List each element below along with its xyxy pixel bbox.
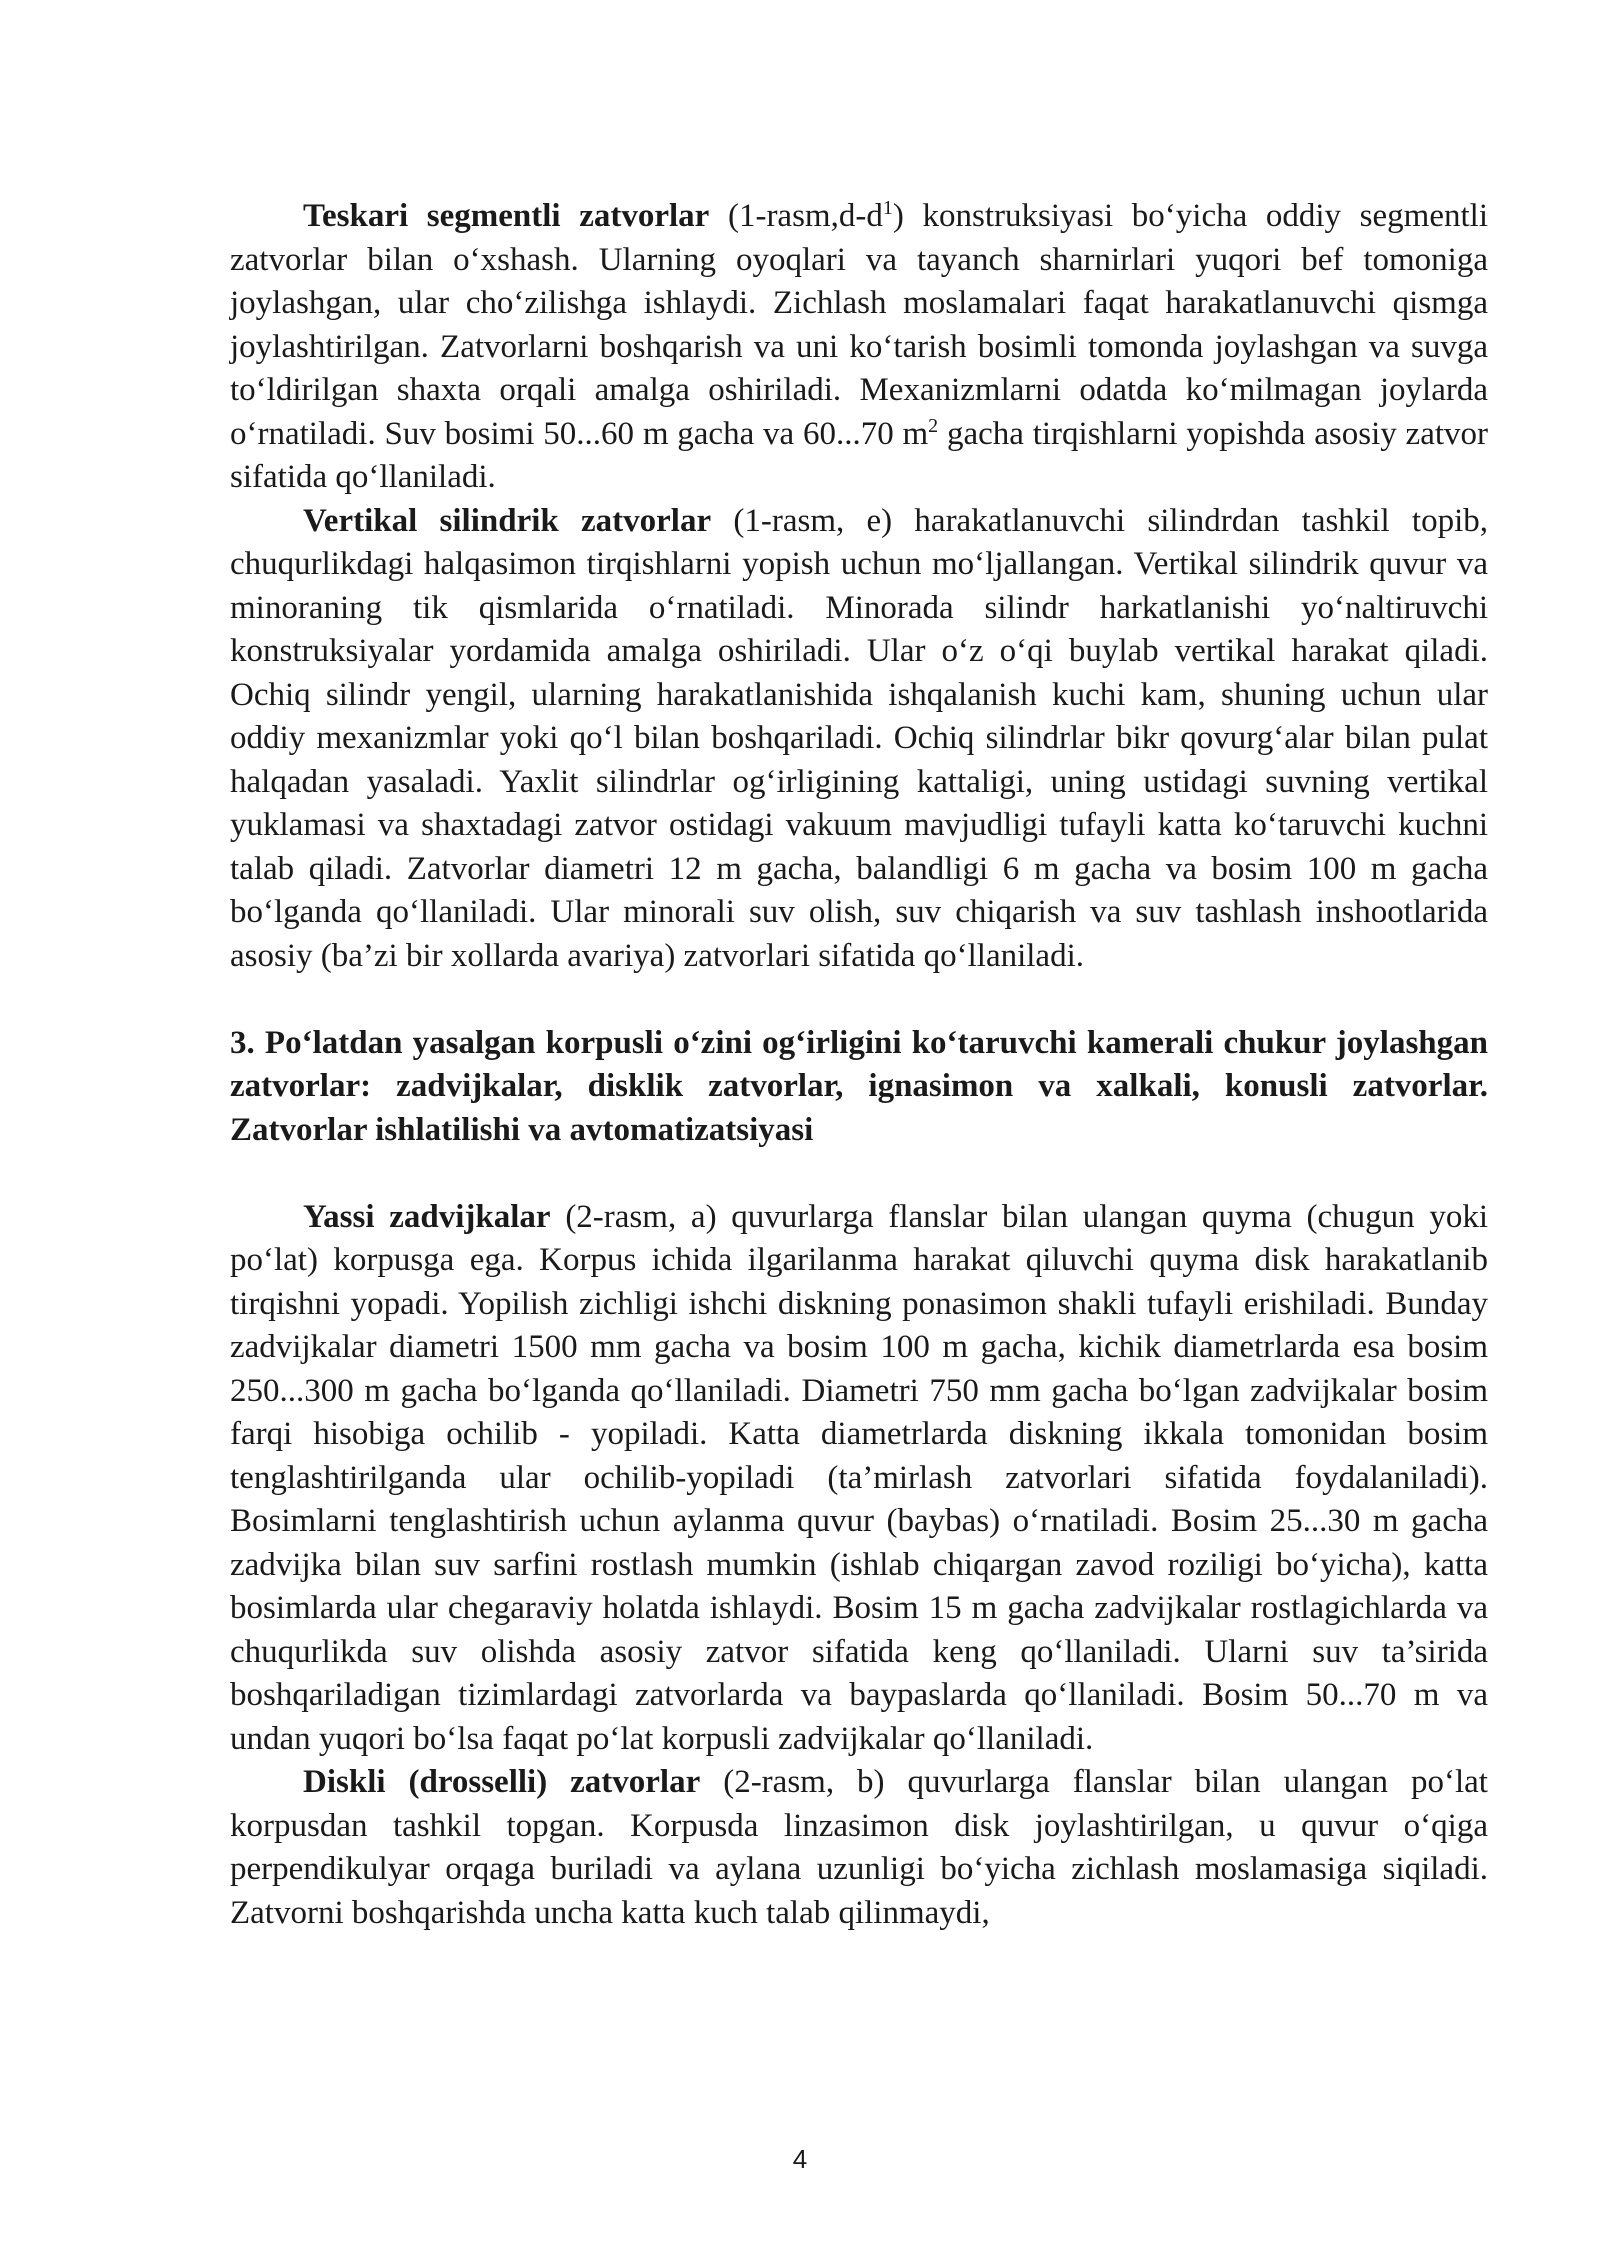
spacer: [230, 978, 1488, 1022]
section-heading: 3. Po‘latdan yasalgan korpusli o‘zini og‘irligini ko‘taruvchi kamerali chukur joylashgan zatvorlar: zadvijkalar, disklik zatvorlar, ignasimon va xalkali, konusli zatvorlar. Zatvorlar ishlatilishi va avtomatizatsiyasi: [230, 1024, 1488, 1148]
superscript: 2: [928, 414, 939, 437]
page-number: 4: [792, 2144, 808, 2174]
document-page: [230, 195, 1488, 1935]
paragraph-teskari-segmentli: [230, 195, 1488, 500]
paragraph-text: (2-rasm, a) quvurlarga flanslar bilan ulangan quyma (chugun yoki po‘lat) korpusga ega. Korpus ichida ilgarilanma harakat qiluvchi quyma disk harakatlanib tirqishni yopadi. Yopilish zichligi ishchi diskning ponasimon shakli tufayli erishiladi. Bunday zadvijkalar diametri 1500 mm gacha va bosim 100 m gacha, kichik diametrlarda esa bosim 250...300 m gacha bo‘lganda qo‘llaniladi. Diametri 750 mm gacha bo‘lgan zadvijkalar bosim farqi hisobiga ochilib - yopiladi. Katta diametrlarda diskning ikkala tomonidan bosim tenglashtirilganda ular ochilib-yopiladi (ta’mirlash zatvorlari sifatida foydalaniladi). Bosimlarni tenglashtirish uchun aylanma quvur (baybas) o‘rnatiladi. Bosim 25...30 m gacha zadvijka bilan suv sarfini rostlash mumkin (ishlab chiqargan zavod roziligi bo‘yicha), katta bosimlarda ular chegaraviy holatda ishlaydi. Bosim 15 m gacha zadvijkalar rostlagichlarda va chuqurlikda suv olishda asosiy zatvor sifatida keng qo‘llaniladi. Ularni suv ta’sirida boshqariladigan tizimlardagi zatvorlarda va baypaslarda qo‘llaniladi. Bosim 50...70 m va undan yuqori bo‘lsa faqat po‘lat korpusli zadvijkalar qo‘llaniladi.: [230, 1198, 1489, 1757]
spacer: [230, 1152, 1488, 1196]
paragraph-text: (2-rasm, b) quvurlarga flanslar bilan ulangan po‘lat korpusdan tashkil topgan. Korpusda linzasimon disk joylashtirilgan, u quvur o‘qiga perpendikulyar orqaga buriladi va aylana uzunligi bo‘yicha zichlash moslamasiga siqiladi. Zatvorni boshqarishda uncha katta kuch talab qilinmaydi,: [230, 1764, 1488, 1931]
term-vertikal-silindrik: Vertikal silindrik zatvorlar: [303, 502, 712, 539]
term-diskli-zatvorlar: Diskli (drosselli) zatvorlar: [303, 1764, 701, 1800]
paragraph-text: (1-rasm,d-d: [709, 198, 883, 234]
paragraph-text: gacha tirqishlarni yopishda asosiy zatvor sifatida qo‘llaniladi.: [230, 415, 1488, 495]
paragraph-yassi-zadvijkalar: [230, 1196, 1488, 1762]
term-yassi-zadvijkalar: Yassi zadvijkalar: [303, 1198, 551, 1235]
term-teskari-segmentli: Teskari segmentli zatvorlar: [303, 198, 710, 234]
paragraph-text: ) konstruksiyasi bo‘yicha oddiy segmentli zatvorlar bilan o‘xshash. Ularning oyoqlari va tayanch sharnirlari yuqori bef tomoniga joylashgan, ular cho‘zilishga ishlaydi. Zichlash moslamalari faqat harakatlanuvchi qismga joylashtirilgan. Zatvorlarni boshqarish va uni ko‘tarish bosimli tomonda joylashgan va suvga to‘ldirilgan shaxta orqali amalga oshiriladi. Mexanizmlarni odatda ko‘milmagan joylarda o‘rnatiladi. Suv bosimi 50...60 m gacha va 60...70 m: [230, 198, 1488, 452]
paragraph-diskli-zatvorlar: [230, 1761, 1488, 1935]
paragraph-text: (1-rasm, e) harakatlanuvchi silindrdan tashkil topib, chuqurlikdagi halqasimon tirqishlarni yopish uchun mo‘ljallangan. Vertikal silindrik quvur va minoraning tik qismlarida o‘rnatiladi. Minorada silindr harkatlanishi yo‘naltiruvchi konstruksiyalar yordamida amalga oshiriladi. Ular o‘z o‘qi buylab vertikal harakat qiladi. Ochiq silindr yengil, ularning harakatlanishida ishqalanish kuchi kam, shuning uchun ular oddiy mexanizmlar yoki qo‘l bilan boshqariladi. Ochiq silindrlar bikr qovurg‘alar bilan pulat halqadan yasaladi. Yaxlit silindrlar og‘irligining kattaligi, uning ustidagi suvning vertikal yuklamasi va shaxtadagi zatvor ostidagi vakuum mavjudligi tufayli katta ko‘taruvchi kuchni talab qiladi. Zatvorlar diametri 12 m gacha, balandligi 6 m gacha va bosim 100 m gacha bo‘lganda qo‘llaniladi. Ular minorali suv olish, suv chiqarish va suv tashlash inshootlarida asosiy (ba’zi bir xollarda avariya) zatvorlari sifatida qo‘llaniladi.: [230, 502, 1488, 974]
superscript: 1: [882, 197, 893, 219]
paragraph-vertikal-silindrik: [230, 500, 1488, 979]
